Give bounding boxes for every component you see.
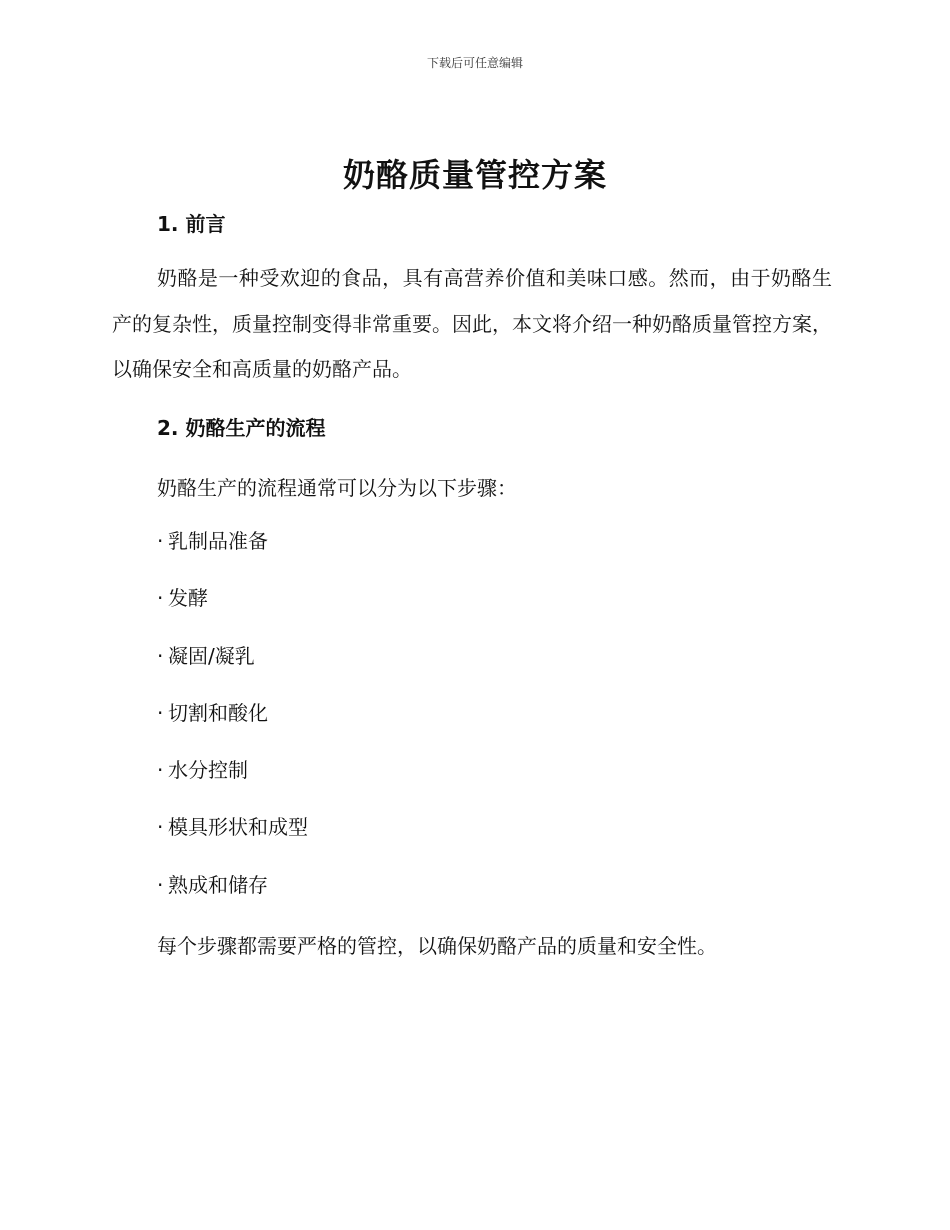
- process-step-label: 熟成和储存: [168, 872, 268, 897]
- process-step: [157, 757, 308, 814]
- bullet-icon: ·: [157, 529, 164, 553]
- process-step-list: [157, 528, 308, 929]
- process-step-label: 乳制品准备: [168, 529, 268, 553]
- bullet-icon: ·: [157, 758, 164, 783]
- bullet-icon: ·: [157, 643, 164, 668]
- process-step-label: 切割和酸化: [168, 700, 268, 725]
- bullet-icon: ·: [157, 700, 164, 725]
- process-step: [157, 585, 308, 642]
- process-step: [157, 643, 308, 700]
- process-closing: 每个步骤都需要严格的管控，以确保奶酪产品的质量和安全性。: [157, 934, 717, 958]
- process-intro: 奶酪生产的流程通常可以分为以下步骤：: [157, 476, 517, 500]
- bullet-icon: ·: [157, 872, 164, 897]
- process-step-label: 发酵: [168, 586, 208, 611]
- process-step: [157, 872, 308, 929]
- section-heading-preface: 1. 前言: [157, 212, 226, 236]
- document-title: 奶酪质量管控方案: [342, 156, 607, 194]
- process-step-label: 模具形状和成型: [168, 815, 308, 840]
- bullet-icon: ·: [157, 586, 164, 611]
- process-step-label: 水分控制: [168, 758, 248, 783]
- bullet-icon: ·: [157, 815, 164, 840]
- section-heading-process: 2. 奶酪生产的流程: [157, 416, 326, 440]
- process-step-label: 凝固/凝乳: [168, 643, 255, 668]
- preface-paragraph: 奶酪是一种受欢迎的食品，具有高营养价值和美味口感。然而，由于奶酪生产的复杂性，质量控制变得非常重要。因此，本文将介绍一种奶酪质量管控方案，以确保安全和高质量的奶酪产品。: [112, 266, 832, 381]
- page-header: 下载后可任意编辑: [426, 56, 523, 70]
- process-step: [157, 700, 308, 757]
- process-step: [157, 814, 308, 871]
- process-step: [157, 528, 308, 585]
